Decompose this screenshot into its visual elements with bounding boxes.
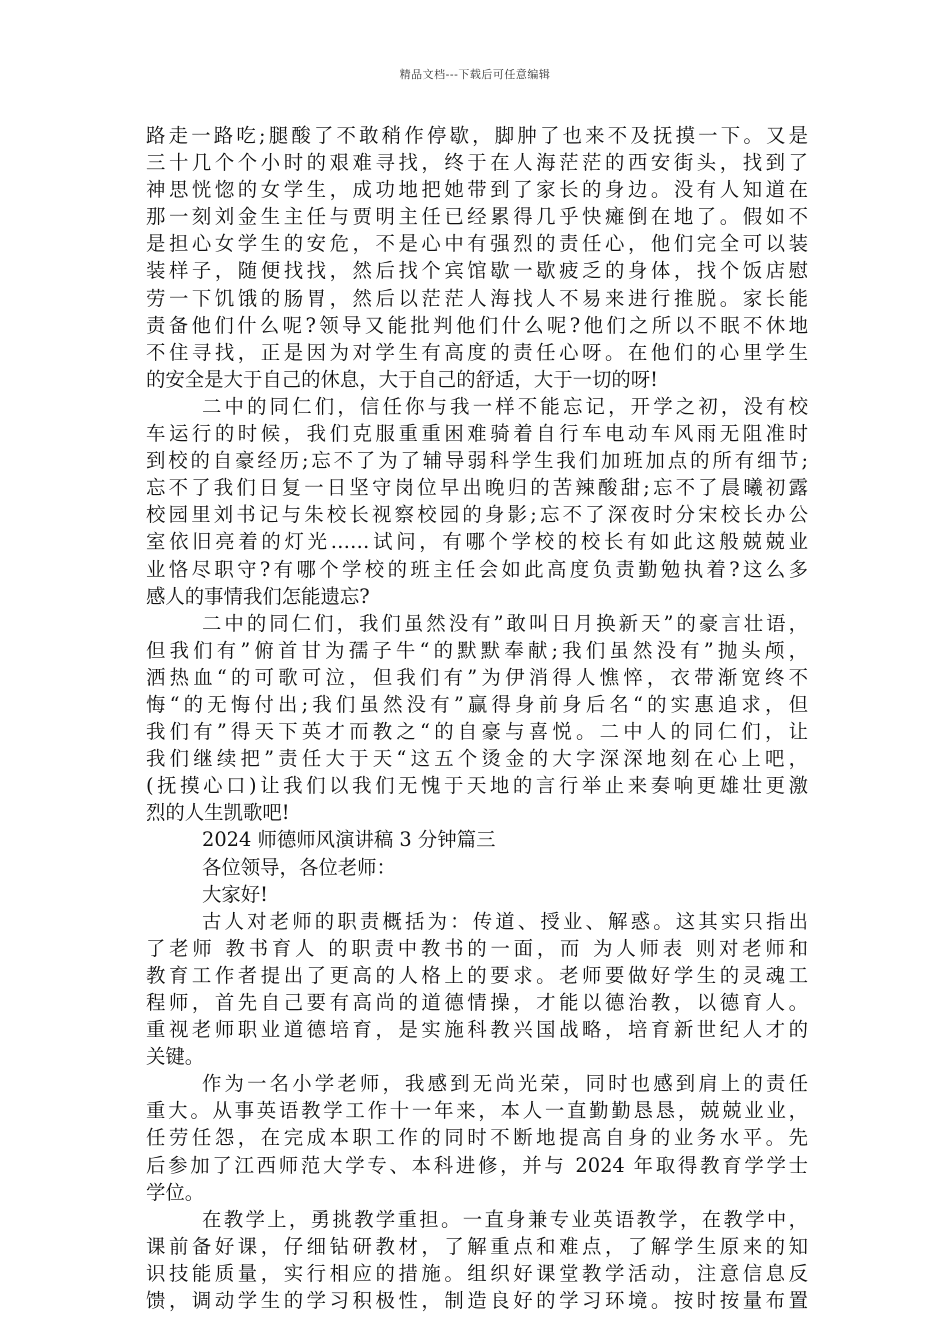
text-line: (抚摸心口)让我们以我们无愧于天地的言行举止来奏响更雄壮更激 — [146, 774, 808, 798]
text-line: 二中的同仁们，我们虽然没有”敢叫日月换新天”的豪言壮语， — [202, 611, 808, 635]
text-line: 路走一路吃;腿酸了不敢稍作停歇，脚肿了也来不及抚摸一下。又是 — [146, 124, 808, 147]
text-line: 忘不了我们日复一日坚守岗位早出晚归的苦辣酸甜;忘不了晨曦初露 — [146, 476, 808, 500]
text-line: 作为一名小学老师，我感到无尚光荣，同时也感到肩上的责任 — [202, 1072, 808, 1096]
text-line: 重视老师职业道德培育，是实施科教兴国战略，培育新世纪人才的 — [146, 1018, 808, 1042]
text-line: 关键。 — [146, 1045, 205, 1069]
text-line: 在教学上，勇挑教学重担。一直身兼专业英语教学，在教学中， — [202, 1207, 808, 1231]
text-line: 后参加了江西师范大学专、本科进修，并与 2024 年取得教育学学士 — [146, 1153, 808, 1177]
text-line: 烈的人生凯歌吧! — [146, 801, 290, 825]
text-line: 劳一下饥饿的肠胃，然后以茫茫人海找人不易来进行推脱。家长能 — [146, 286, 808, 310]
text-line: 了老师 教书育人 的职责中教书的一面，而 为人师表 则对老师和 — [146, 936, 808, 960]
text-line: 车运行的时候，我们克服重重困难骑着自行车电动车风雨无阻准时 — [146, 422, 808, 446]
text-line: 但我们有”俯首甘为孺子牛“的默默奉献;我们虽然没有”抛头颅， — [146, 638, 808, 662]
text-line: 洒热血“的可歌可泣，但我们有”为伊消得人憔悴，衣带渐宽终不 — [146, 665, 808, 689]
text-line: 二中的同仁们，信任你与我一样不能忘记，开学之初，没有校 — [202, 394, 808, 418]
text-line: 的安全是大于自己的休息，大于自己的舒适，大于一切的呀! — [146, 367, 658, 391]
text-line: 馈，调动学生的学习积极性，制造良好的学习环境。按时按量布置 — [146, 1289, 808, 1313]
text-line: 学位。 — [146, 1180, 205, 1204]
text-line: 责备他们什么呢?领导又能批判他们什么呢?他们之所以不眠不休地 — [146, 313, 808, 337]
text-line: 我们有”得天下英才而教之“的自豪与喜悦。二中人的同仁们，让 — [146, 720, 808, 744]
text-line: 室依旧亮着的灯光……试问，有哪个学校的校长有如此这般兢兢业 — [146, 530, 808, 554]
text-line: 装样子，随便找找，然后找个宾馆歇一歇疲乏的身体，找个饭店慰 — [146, 259, 808, 283]
text-line: 业恪尽职守?有哪个学校的班主任会如此高度负责勤勉执着?这么多 — [146, 557, 808, 581]
text-line: 识技能质量，实行相应的措施。组织好课堂教学活动，注意信息反 — [146, 1261, 808, 1285]
text-line: 悔“的无悔付出;我们虽然没有”赢得身前身后名“的实惠追求，但 — [146, 692, 808, 716]
text-line: 校园里刘书记与朱校长视察校园的身影;忘不了深夜时分宋校长办公 — [146, 503, 808, 527]
text-line: 各位领导，各位老师： — [202, 855, 396, 879]
text-line: 古人对老师的职责概括为：传道、授业、解惑。这其实只指出 — [202, 909, 808, 933]
text-line: 我们继续把”责任大于天“这五个烫金的大字深深地刻在心上吧， — [146, 747, 808, 771]
text-line: 三十几个个小时的艰难寻找，终于在人海茫茫的西安街头，找到了 — [146, 151, 808, 175]
text-line: 大家好! — [202, 882, 268, 906]
text-line: 程师，首先自己要有高尚的道德情操，才能以德治教，以德育人。 — [146, 991, 808, 1014]
text-line: 感人的事情我们怎能遗忘? — [146, 584, 370, 608]
text-line: 是担心女学生的安危，不是心中有强烈的责任心，他们完全可以装 — [146, 232, 808, 256]
text-line: 2024 师德师风演讲稿 3 分钟篇三 — [202, 828, 496, 852]
document-body — [146, 122, 808, 1314]
text-line: 重大。从事英语教学工作十一年来，本人一直勤勤恳恳，兢兢业业， — [146, 1099, 808, 1123]
text-line: 不住寻找，正是因为对学生有高度的责任心呀。在他们的心里学生 — [146, 340, 808, 364]
text-line: 那一刻刘金生主任与贾明主任已经累得几乎快瘫倒在地了。假如不 — [146, 205, 808, 229]
text-line: 到校的自豪经历;忘不了为了辅导弱科学生我们加班加点的所有细节; — [146, 449, 808, 473]
text-line: 教育工作者提出了更高的人格上的要求。老师要做好学生的灵魂工 — [146, 963, 808, 987]
text-line: 任劳任怨，在完成本职工作的同时不断地提高自身的业务水平。先 — [146, 1126, 808, 1150]
text-line: 课前备好课，仔细钻研教材，了解重点和难点，了解学生原来的知 — [146, 1234, 808, 1258]
text-line: 神思恍惚的女学生，成功地把她带到了家长的身边。没有人知道在 — [146, 178, 808, 202]
page-header: 精品文档---下载后可任意编辑 — [399, 68, 551, 81]
